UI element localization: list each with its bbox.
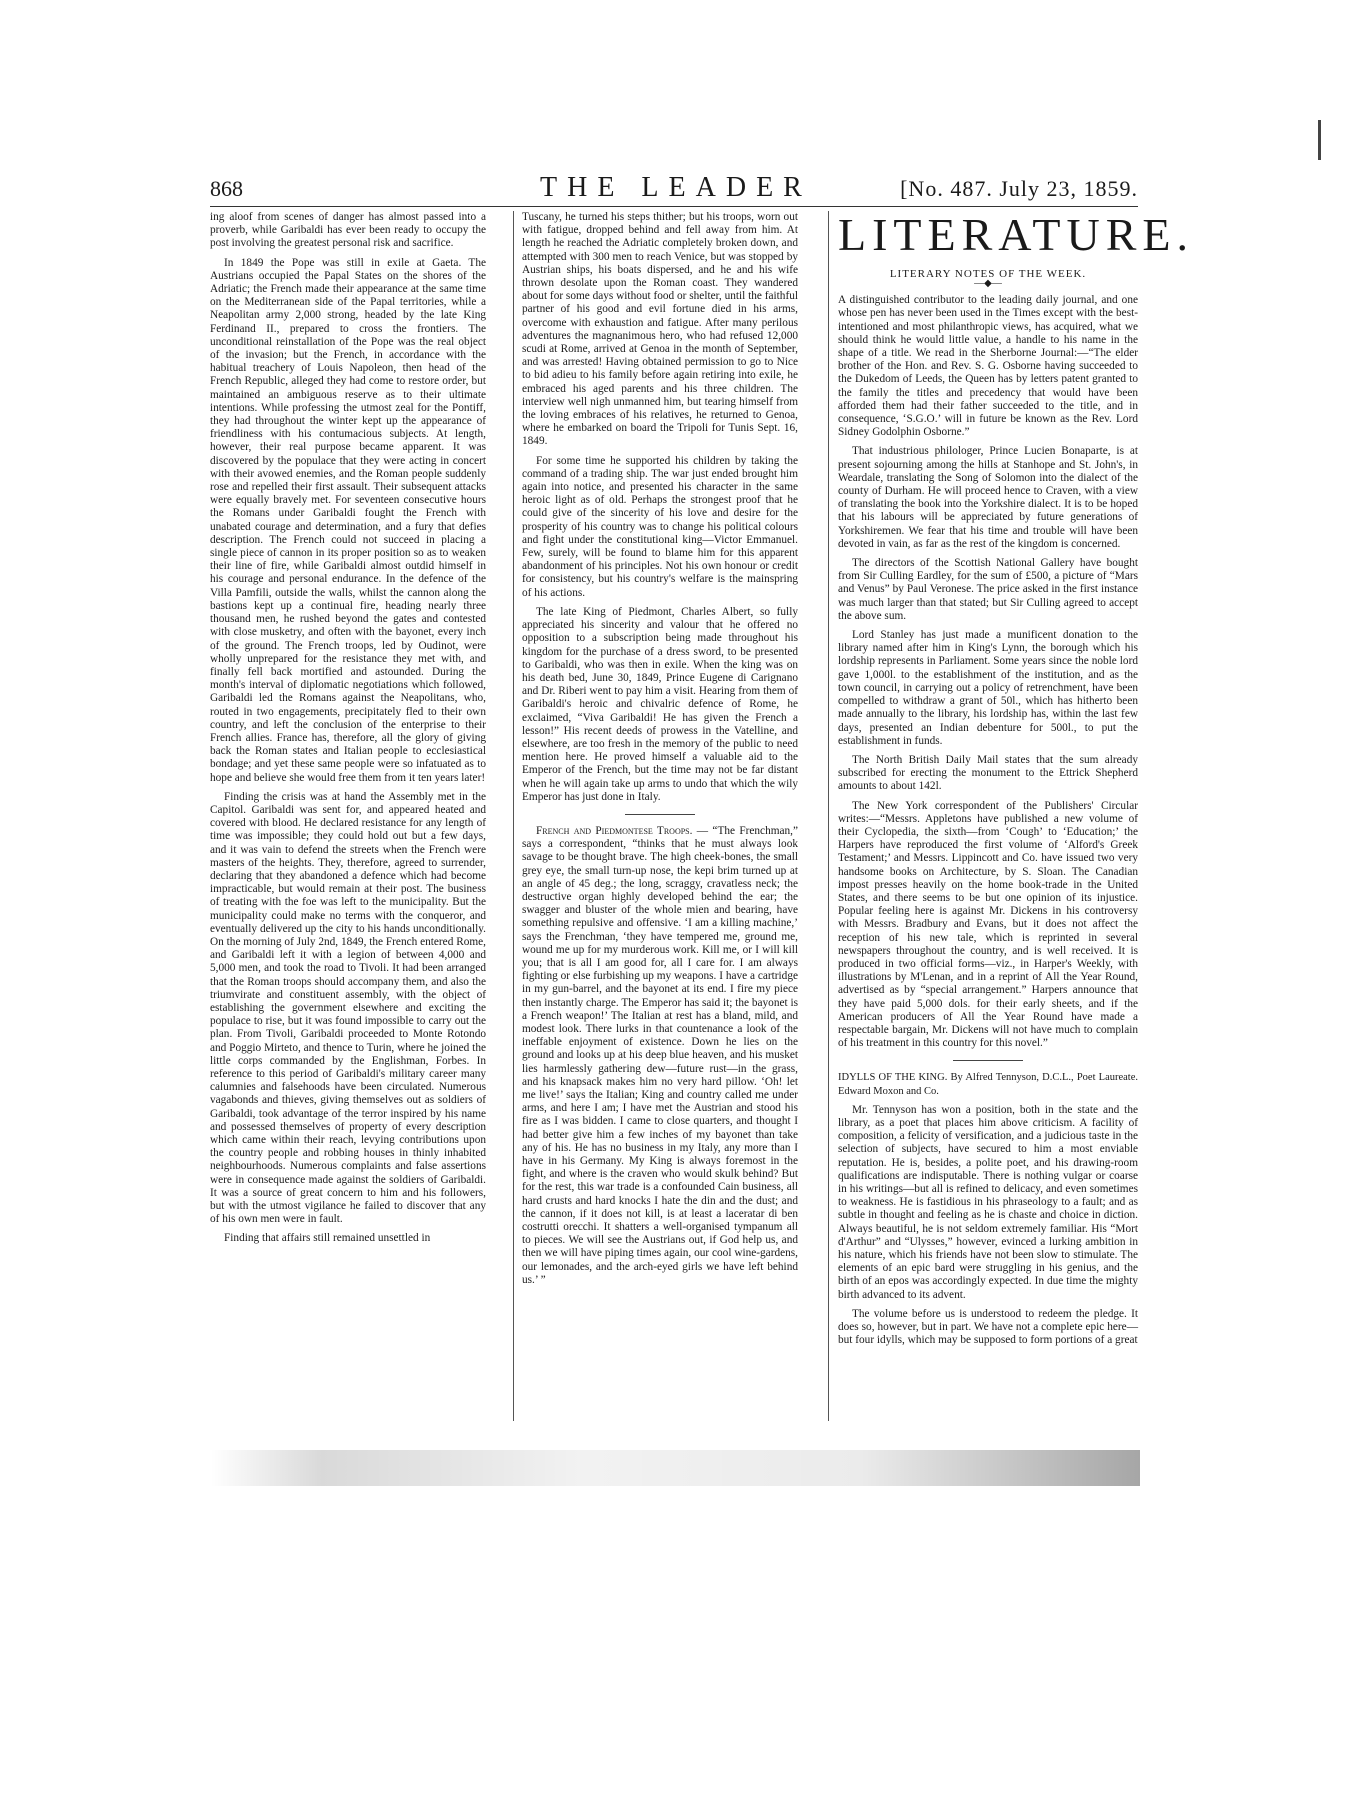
column-3 (838, 276, 1138, 1353)
paragraph: Finding the crisis was at hand the Assembly met in the Capitol. Garibaldi was sent for, and appeared heated and covered with blood. He declared resistance for any length of time was impossible; they could hold out but a few days, and it was vain to defend the streets when the French were masters of the heights. They, therefore, agreed to surrender, declaring that they abandoned a defence which had become impracticable, but would remain at their post. The business of treating with the foe was left to the municipality. But the municipality could make no terms with the conqueror, and eventually delivered up the city to his hands unconditionally. On the morning of July 2nd, 1849, the French entered Rome, and Garibaldi left it with a legion of between 4,000 and 5,000 men, and took the road to Tivoli. It had been arranged that the Roman troops should accompany them, and also the triumvirate and constituent assembly, with the object of establishing the government elsewhere and exciting the populace to rise, but it was found impossible to carry out the plan. From Tivoli, Garibaldi proceeded to Monte Rotondo and Poggio Mirteto, and thence to Turin, where he joined the little corps commanded by the Englishman, Forbes. In reference to this period of Garibaldi's military career many calumnies and falsehoods have been circulated. Numerous vagabonds and thieves, giving themselves out as soldiers of Garibaldi, took advantage of the terror inspired by his name and possessed themselves of property of every description which came within their reach, levying contributions upon the country people and robbing houses in thinly inhabited neighbourhoods. Numerous complaints and false assertions were in consequence made against the soldiers of Garibaldi. It was a source of great concern to him and his followers, but with the utmost vigilance he failed to discover that any of his own men were in fault. (210, 790, 486, 1226)
paragraph: Mr. Tennyson has won a position, both in the state and the library, as a poet that places him above criticism. A facility of composition, a felicity of versification, and a judicious taste in the selection of subjects, have secured to him a most enviable reputation. He is, besides, a polite poet, and his drawing-room qualifications are indisputable. There is nothing vulgar or coarse in his writings—but all is refined to delicacy, and even sometimes to weakness. He is fastidious in his phraseology to a fault; and as subtle in thought and feeling as he is chaste and choice in diction. Always beautiful, he is not seldom extremely familiar. His “Mort d'Arthur” and “Ulysses,” however, evinced a lurking ambition in his nature, which his friends have not been slow to stimulate. The elements of an epic bard were struggling in his genius, and the birth of an epos was accordingly expected. In due time the mighty birth advanced to its advent. (838, 1103, 1138, 1301)
paragraph: A distinguished contributor to the leading daily journal, and one whose pen has never been used in the Times except with the best-intentioned and most philanthropic views, has acquired, what we should think he would little value, a handle to his name in the shape of a title. We read in the Sherborne Journal:—“The elder brother of the Hon. and Rev. S. G. Osborne having succeeded to the Dukedom of Leeds, the Queen has by letters patent granted to the family the titles and precedency that would have been afforded them had their father succeeded to the title, and in consequence, ‘S.G.O.’ will in future be known as the Rev. Lord Sidney Godolphin Osborne.” (838, 294, 1138, 439)
paragraph: That industrious philologer, Prince Lucien Bonaparte, is at present sojourning among the hills at Stanhope and St. John's, in Weardale, translating the Song of Solomon into the dialect of the county of Durham. He will proceed hence to Craven, with a view of translating the book into the Yorkshire dialect. It is to be hoped that his labours will be appreciated by future generations of Yorkshiremen. We fear that his time and trouble will have been devoted in vain, as far as the rest of the kingdom is concerned. (838, 445, 1138, 550)
review-heading: IDYLLS OF THE KING. By Alfred Tennyson, D.C.L., Poet Laureate. Edward Moxon and Co. (838, 1072, 1138, 1097)
paragraph: Tuscany, he turned his steps thither; but his troops, worn out with fatigue, dropped behind and fell away from him. At length he reached the Adriatic completely broken down, and attempted with 300 men to reach Venice, but was stopped by Austrian ships, his boats dispersed, and he and his wife thrown desolate upon the Roman coast. They wandered about for some days without food or shelter, until the faithful partner of his good and evil fortune died in his arms, overcome with exhaustion and fatigue. After many perilous adventures the magnanimous hero, who had refused 12,000 scudi at Rome, arrived at Genoa in the month of September, and was arrested! Having obtained permission to go to Nice to bid adieu to his family before again retiring into exile, he embraced his aged parents and his three children. The interview well nigh unmanned him, but tearing himself from the loving embraces of his relatives, he returned to Genoa, where he embarked on board the Tripoli for Tunis Sept. 16, 1849. (522, 211, 798, 448)
section-rule (953, 1060, 1023, 1061)
paragraph-text: — “The Frenchman,” says a correspondent, “thinks that he must always look savage to be thought brave. The high cheek-bones, the small grey eye, the small turn-up nose, the kepi brim turned up at an angle of 45 deg.; the long, scraggy, cravatless neck; the destructive organ highly developed behind the ear; the swagger and bluster of the whole mien and bearing, have something repulsive and offensive. ‘I am a killing machine,’ says the Frenchman, ‘they have tempered me, ground me, wound me up for my murderous work. Kill me, or I will kill you; that is all I am good for, all I care for. I am always fighting or else furbishing up my weapons. I have a cartridge in my gun-barrel, and the bayonet at its end. I fire my piece then instantly charge. The Emperor has said it; the bayonet is a French weapon!’ The Italian at rest has a bland, mild, and modest look. There lurks in that countenance a look of the ineffable enjoyment of existence. Down he lies on the ground and looks up at his deep blue heaven, and his musket lies harmlessly gathering dew—future rust—in the grass, and his knapsack makes him no very hard pillow. ‘Oh! let me live!’ says the Italian; King and country called me under arms, and here I am; I have met the Austrian and stood his fire as I was bidden. I came to close quarters, and thought I had better give him a few inches of my bayonet than take any of his. He has no business in my Italy, any more than I have in his Germany. My King is always foremost in the fight, and where is the craven who would skulk behind? But for the rest, this war trade is a confounded Cain business, all hard crusts and hard knocks I hate the din and the dust; and the cannon, if it does not kill, is at least a laceratar di ben costrutti orecchi. It shatters a well-organised tympanum all to pieces. We will see the Austrians out, if God help us, and then we will have piping times again, our cool wine-gardens, our lemonades, and the arch-eyed girls we have left behind us.’ ” (522, 824, 799, 1286)
paragraph: ing aloof from scenes of danger has almost passed into a proverb, while Garibaldi has ever been ready to occupy the post involving the greatest personal risk and sacrifice. (210, 211, 486, 250)
paragraph: The New York correspondent of the Publishers' Circular writes:—“Messrs. Appletons have published a new volume of their Cyclopedia, the sixth—from ‘Cough’ to ‘Education;’ the Harpers have reproduced the first volume of ‘Alford's Greek Testament;’ and Messrs. Lippincott and Co. have issued two very handsome books on Architecture, by S. Sloan. The Canadian impost presses heavily on the home book-trade in the United States, and there seems to be but one opinion of its injustice. Popular feeling here is against Mr. Dickens in his controversy with Messrs. Bradbury and Evans, but it does not affect the reception of his new tale, which is reprinted in several newspapers throughout the country, and is well received. It is produced in two official forms—viz., in Harper's Weekly, with illustrations by M'Lenan, and in a reprint of All the Year Round, advertised as by “special arrangement.” Harpers announce that they have paid 5,000 dols. for their early sheets, and if the American producers of All the Year Round have made a respectable bargain, Mr. Dickens will not have much to complain of his treatment in this country for this novel.” (838, 799, 1138, 1050)
scan-shadow (210, 1450, 1140, 1486)
literature-heading: LITERATURE. (838, 209, 1195, 260)
paragraph: The directors of the Scottish National Gallery have bought from Sir Culling Eardley, for the sum of £500, a picture of “Mars and Venus” by Paul Veronese. The price asked in the first instance was much larger than that stated; but Sir Culling agreed to accept the above sum. (838, 557, 1138, 622)
column-divider (513, 211, 514, 1421)
column-2 (522, 211, 798, 1293)
paragraph (522, 825, 798, 1287)
section-rule (625, 814, 695, 815)
paragraph: The late King of Piedmont, Charles Albert, so fully appreciated his sincerity and valour that he offered no opposition to a subscription being made throughout his kingdom for the purchase of a dress sword, to be presented to Garibaldi, who was then in exile. When the king was on his death bed, June 30, 1849, Prince Eugene di Carignano and Dr. Riberi went to pay him a visit. Hearing from them of Garibaldi's heroic and chivalric defence of Rome, he exclaimed, “Viva Garibaldi! He has given the French a lesson!” His recent deeds of prowess in the Vatelline, and elsewhere, are too fresh in the memory of the public to need mention here. He proved himself a valuable aid to the Emperor of the French, but the time may not be far distant when he will again take up arms to undo that which the wily Emperor has just done in Italy. (522, 605, 798, 803)
header-rule (210, 206, 1138, 207)
column-divider (828, 211, 829, 1421)
page-number: 868 (210, 176, 243, 201)
paragraph: The volume before us is understood to redeem the pledge. It does so, however, but in part. We have not a complete epic here—but four idylls, which may be supposed to form portions of a great (838, 1307, 1138, 1347)
masthead (210, 172, 1138, 202)
newspaper-title: THE LEADER (540, 172, 812, 203)
literary-notes-heading: LITERARY NOTES OF THE WEEK. (889, 268, 1087, 280)
paragraph: Finding that affairs still remained unsettled in (224, 1232, 431, 1245)
paragraph: The North British Daily Mail states that the sum already subscribed for erecting the monument to the Ettrick Shepherd amounts to about 142l. (838, 753, 1138, 793)
ornament-icon: —◆— (974, 278, 1002, 289)
issue-date: [No. 487. July 23, 1859. (900, 176, 1138, 201)
section-head: French and Piedmontese Troops. (536, 824, 693, 837)
paragraph: In 1849 the Pope was still in exile at Gaeta. The Austrians occupied the Papal States on the shores of the Adriatic; the French made their appearance at the same time on the Mediterranean side of the Papal territories, while a Neapolitan army 2,000 strong, headed by the late King Ferdinand II., prepared to cross the frontiers. The unconditional reinstallation of the Pope was the real object of the invasion; but the French, in accordance with the habitual treachery of Louis Napoleon, then head of the French Republic, alleged they had come to restore order, but maintained an ambiguous reserve as to their ultimate intentions. While professing the utmost zeal for the Pontiff, they had throughout the winter kept up the appearance of friendliness with his contumacious subjects. At length, however, their real purpose became apparent. It was discovered by the populace that they were acting in concert with their avowed enemies, and the Roman people suddenly rose and repelled their first assault. Their subsequent attacks were equally bravely met. For seventeen consecutive hours the Romans under Garibaldi fought the French with unabated courage and determination, and a fury that defies description. The French could not succeed in placing a single piece of cannon in its proper position so as to weaken their line of fire, while Garibaldi almost outdid himself in his courage and personal endurance. In the defence of the Villa Pamfili, outside the walls, whilst the cannon along the bastions kept up a continual fire, heading nearly three thousand men, he rushed beyond the gates and contested with close musketry, and often with the bayonet, every inch of the ground. The French troops, led by Oudinot, were wholly unprepared for the resistance they met with, and finally fell back mortified and astounded. During the month's interval of diplomatic negotiations which followed, Garibaldi led the Romans against the Neapolitans, who, routed in two engagements, precipitately fled to their own country, and left the conclusion of the enterprise to their French allies. France has, therefore, all the glory of giving back the Roman states and Italian people to ecclesiastical bondage; and yet these same people were so infatuated as to hope and believe she would free them from it ten years later! (210, 256, 486, 784)
paragraph: Lord Stanley has just made a munificent donation to the library named after him in King's Lynn, the borough which his lordship represents in Parliament. Some years since the noble lord gave 1,000l. to the establishment of the institution, and as the town council, in carrying out a policy of retrenchment, have been compelled to withdraw a grant of 50l., which has hitherto been made annually to the library, his lordship has, within the last few days, presented an Indian debenture for 500l., to put the establishment in funds. (838, 629, 1138, 747)
paragraph: For some time he supported his children by taking the command of a trading ship. The war just ended brought him again into notice, and presented his character in the same heroic light as of old. Perhaps the strongest proof that he could give of the sincerity of his love and desire for the prosperity of his country was to change his political colours and fight under the constitutional king—Victor Emmanuel. Few, surely, will be found to blame him for this apparent abandonment of his principles. Not his own honour or credit for consistency, but his country's welfare is the mainspring of his actions. (522, 454, 798, 599)
column-1 (210, 211, 486, 1252)
scan-edge-mark (1318, 120, 1321, 160)
